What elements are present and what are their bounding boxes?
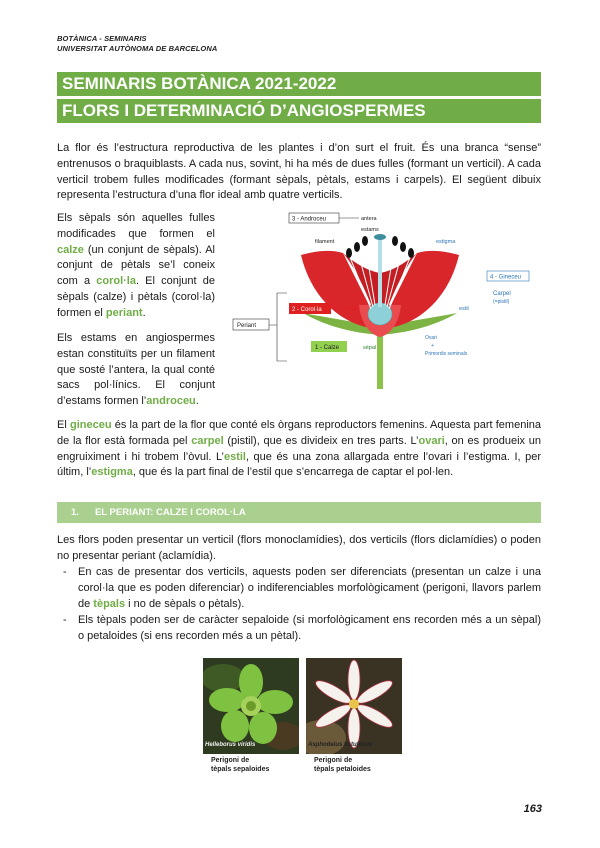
- term-ovari: ovari: [418, 434, 445, 447]
- photo-asphodelus: [306, 658, 402, 754]
- label-petal: pètal: [345, 306, 358, 312]
- term-carpel: carpel: [191, 434, 224, 447]
- intro-paragraph: La flor és l’estructura reproductiva de les plantes i d’on surt el fruit. És una branca “sense” entrenusos o braquiblasts. A cada nus, sovint, hi ha més de dues fulles (formant un verticil). A cada verticil trobem fulles modificades (formant sèpals, pètals, estams i carpels). El següent dibuix representa l’estructura d’una flor ideal amb quatre verticils.: [57, 142, 541, 202]
- label-corolla: 2 - Corol·la: [292, 307, 322, 313]
- term-calze: calze: [57, 243, 84, 256]
- stamens-paragraph: Els estams en angiospermes estan constituïts per un filament que sosté l’antera, la qual conté sacs pol·línics. El conjunt d’estams formen l’androceu.: [57, 332, 215, 408]
- style: [378, 237, 382, 307]
- photo-caption-1: Perigoni de tèpals sepaloides: [211, 757, 270, 773]
- term-corolla: corol·la: [96, 275, 136, 288]
- label-gineceu: 4 - Gineceu: [490, 274, 522, 281]
- sepals-paragraph: Els sèpals són aquelles fulles modificades que formen el calze (un conjunt de sèpals). Al conjunt de pètals se’l coneix com a corol·la. El conjunt de sèpals (calze) i pètals (corol·la) formen el periant.: [57, 212, 215, 319]
- label-pistil: (=pistil): [493, 299, 510, 305]
- bullet-item-2: - Els tèpals poden ser de caràcter sepaloide (si morfològicament ens recorden més a un sèpal) o petaloides (si ens recorden més a un pètal).: [63, 614, 541, 642]
- running-header: [57, 34, 217, 54]
- title-band-1: SEMINARIS BOTÀNICA 2021-2022: [57, 72, 541, 96]
- species-label-1: Helleborus viridis: [205, 742, 256, 748]
- stigma: [374, 234, 386, 240]
- bullet-item-1: - En cas de presentar dos verticils, aquests poden ser diferenciats (presentan un calze i una corol·la que es poden diferenciar) o indiferenciables morfològicament (perigoni, llavors parlem de tèpals i no de sèpals o pètals).: [63, 566, 541, 610]
- label-estil: estil: [459, 306, 469, 312]
- photo-caption-2: Perigoni de tèpals petaloides: [314, 757, 371, 773]
- label-sepal: sèpal: [363, 345, 377, 351]
- label-estigma: estigma: [436, 239, 456, 245]
- header-line-2: UNIVERSITAT AUTÒNOMA DE BARCELONA: [57, 44, 218, 53]
- label-periant: Periant: [237, 323, 257, 329]
- label-carpel: Carpel: [493, 291, 511, 297]
- label-calze: 1 - Calze: [315, 345, 340, 351]
- label-ovari: Ovari: [425, 335, 437, 341]
- photo-helleborus: [203, 658, 299, 754]
- header-line-1: BOTÀNICA - SEMINARIS: [57, 34, 147, 43]
- page-number: 163: [523, 803, 542, 815]
- term-estigma: estigma: [91, 466, 133, 479]
- gyn-paragraph: El gineceu és la part de la flor que conté els òrgans reproductors femenins. Aquesta part femenina de la flor està formada pel carpel (pistil), que es divideix en tres parts. L’ovari, on es produeix un engruiximent i hi trobem l’òvul. L’estil, que és una zona allargada entre l’ovari i l’estigma. I, per últim, l’estigma, que és la part final de l’estil que s’encarrega de captar el pol·len.: [57, 419, 542, 479]
- label-antera: antera: [361, 216, 377, 222]
- term-periant: periant: [105, 306, 143, 319]
- term-tepals: tèpals: [93, 597, 126, 610]
- species-label-2: Asphodelus fistulosus: [308, 742, 373, 748]
- label-primordis: Primordis seminals: [425, 351, 468, 357]
- title-band-2: FLORS I DETERMINACIÓ D’ANGIOSPERMES: [57, 99, 541, 123]
- label-plus: +: [431, 343, 434, 349]
- term-gineceu: gineceu: [69, 419, 112, 431]
- label-filament: filament: [315, 239, 335, 245]
- label-androceu: 3 - Androceu: [292, 216, 327, 223]
- term-androceu: androceu: [146, 395, 196, 408]
- section-heading: 1. EL PERIANT: CALZE I COROL·LA: [57, 502, 541, 523]
- flower-diagram: [231, 209, 541, 389]
- term-estil: estil: [223, 450, 246, 463]
- perianth-paragraph: Les flors poden presentar un verticil (flors monoclamídies), dos verticils (flors diclamídies) o poden no presentar periant (aclamídia).: [57, 534, 541, 562]
- label-estams: estams: [361, 227, 379, 233]
